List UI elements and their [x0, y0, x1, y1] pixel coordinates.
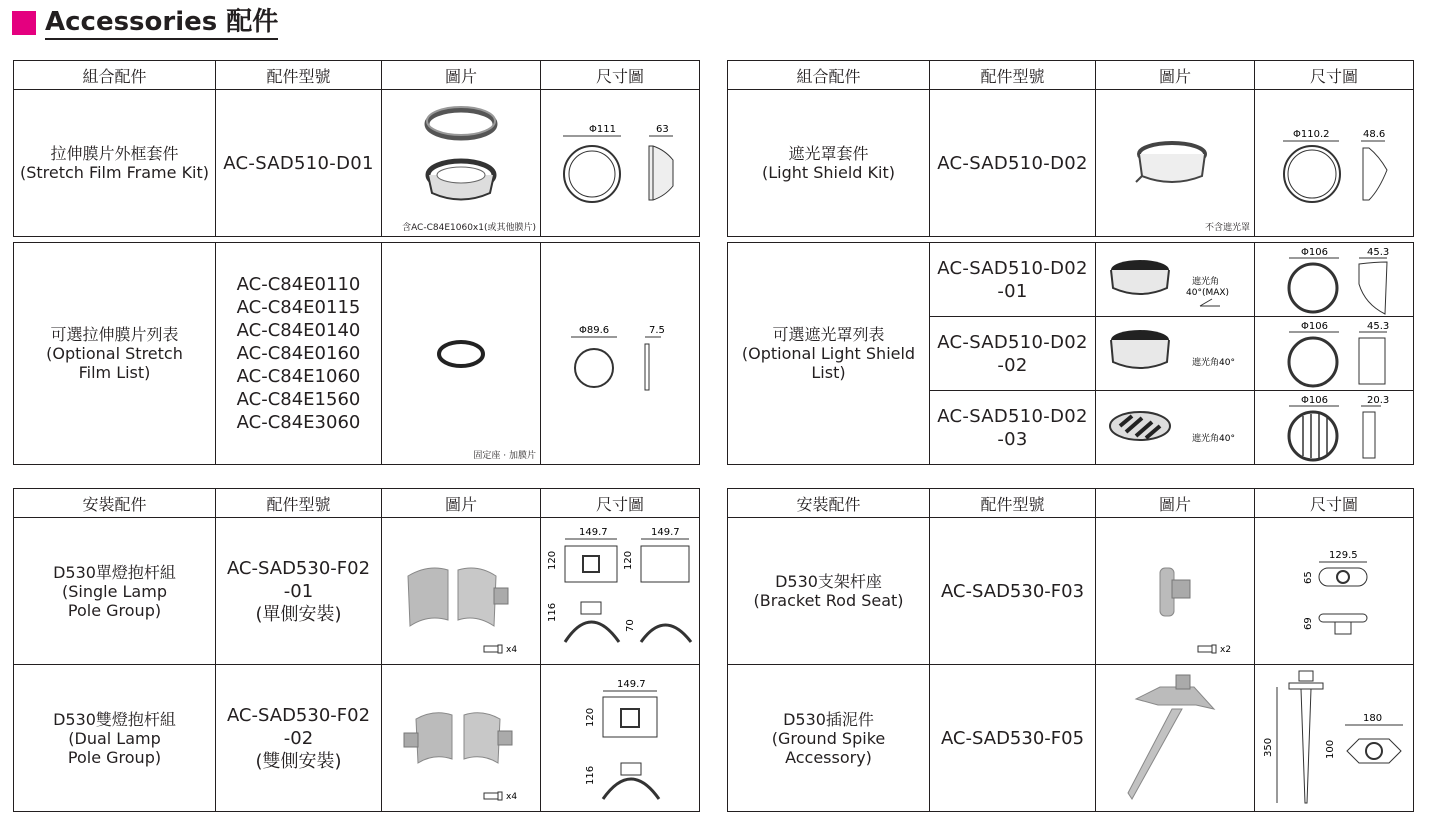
- dim-a: 149.7: [579, 527, 608, 538]
- shade-angle: 遮光角40°: [1192, 357, 1235, 368]
- shade-angle: 遮光角40°: [1192, 433, 1235, 444]
- dim-diameter: Φ106: [1301, 246, 1328, 258]
- image-caption: 固定座 · 加膜片: [473, 451, 536, 461]
- model-line: -01: [997, 280, 1028, 302]
- col-header: 尺寸圖: [541, 489, 700, 518]
- product-image-cell: [1096, 90, 1255, 237]
- dim-width: 7.5: [649, 324, 665, 336]
- product-image-cell: [1096, 391, 1255, 465]
- ground-spike-image: [1096, 665, 1254, 811]
- item-name: [728, 518, 930, 665]
- name-cn: 可選遮光罩列表: [772, 325, 885, 344]
- table-row: [14, 243, 700, 465]
- model-number: AC-SAD510-D01: [216, 90, 382, 237]
- shield-02-image: [1096, 318, 1254, 390]
- product-image-cell: [382, 665, 541, 812]
- table-header-row: [14, 489, 700, 518]
- dim-c: 120: [547, 550, 558, 570]
- shield-kit-image: [1096, 90, 1254, 236]
- model-number: AC-C84E0115: [236, 297, 361, 318]
- table-row: [728, 243, 1414, 317]
- section-header: [12, 6, 278, 40]
- model-number: [216, 665, 382, 812]
- item-name: [14, 90, 216, 237]
- col-header: 配件型號: [216, 61, 382, 90]
- name-en: (Light Shield Kit): [762, 163, 895, 182]
- model-number: [216, 518, 382, 665]
- model-line: -03: [997, 428, 1028, 450]
- model-number: AC-C84E3060: [236, 412, 361, 433]
- dim-e: 116: [547, 602, 558, 622]
- model-number: [930, 391, 1096, 465]
- name-en: (Single Lamp: [62, 581, 167, 601]
- item-name: [14, 243, 216, 465]
- model-line: AC-SAD510-D02: [937, 331, 1088, 353]
- model-line: AC-SAD510-D02: [937, 405, 1088, 427]
- dimension-drawing: [1255, 518, 1414, 665]
- item-name: [728, 243, 930, 465]
- col-header: 配件型號: [930, 489, 1096, 518]
- dim-width: 48.6: [1363, 129, 1386, 140]
- page-title: Accessories 配件: [45, 7, 278, 40]
- dimension-drawing: [541, 243, 700, 465]
- name-en: Film List): [78, 363, 151, 382]
- model-number: [930, 317, 1096, 391]
- shield-03-dim: [1255, 392, 1413, 464]
- bracket-seat-image: [1096, 518, 1254, 664]
- name-en: (Ground Spike: [771, 728, 886, 748]
- dim-width: 20.3: [1367, 394, 1390, 406]
- name-en: (Optional Light Shield: [741, 344, 916, 363]
- dim-b: 180: [1363, 713, 1383, 724]
- model-number: AC-C84E0110: [236, 274, 361, 295]
- product-image-cell: [1096, 518, 1255, 665]
- screw-count: x4: [506, 792, 518, 802]
- table-header-row: [728, 489, 1414, 518]
- table-header-row: [14, 61, 700, 90]
- name-en: Pole Group): [67, 747, 162, 767]
- table-row: [14, 665, 700, 812]
- product-image-cell: [1096, 243, 1255, 317]
- dim-b: 65: [1303, 571, 1314, 584]
- name-en: (Dual Lamp: [68, 728, 161, 748]
- name-cn: D530雙燈抱杆組: [53, 709, 176, 729]
- dimension-drawing: [1255, 317, 1414, 391]
- dual-clamp-image: [382, 665, 540, 811]
- dim-width: 45.3: [1367, 246, 1390, 258]
- name-en: (Bracket Rod Seat): [753, 591, 904, 610]
- dim-d: 120: [623, 550, 634, 570]
- table-row: [728, 665, 1414, 812]
- accent-square: [12, 11, 36, 35]
- image-caption: 不含遮光罩: [1204, 223, 1250, 233]
- item-name: [14, 518, 216, 665]
- shield-03-image: [1096, 392, 1254, 464]
- shield-02-dim: [1255, 318, 1413, 390]
- film-ring-image: [382, 244, 540, 464]
- name-cn: 拉伸膜片外框套件: [50, 144, 179, 163]
- name-cn: D530插泥件: [783, 709, 874, 729]
- model-number: AC-C84E0140: [236, 320, 361, 341]
- model-line: -01: [283, 580, 314, 602]
- model-number: AC-SAD530-F05: [930, 665, 1096, 812]
- col-header: 安裝配件: [728, 489, 930, 518]
- single-clamp-image: [382, 518, 540, 664]
- name-en: Accessory): [785, 747, 872, 767]
- dimension-drawing: [1255, 243, 1414, 317]
- product-image-cell: [382, 90, 541, 237]
- col-header: 配件型號: [930, 61, 1096, 90]
- model-line: -02: [283, 727, 314, 749]
- image-caption: 含AC-C84E1060x1(或其他膜片): [402, 223, 536, 233]
- dim-width: 63: [656, 124, 669, 135]
- item-name: [728, 665, 930, 812]
- col-header: 組合配件: [728, 61, 930, 90]
- model-number: AC-C84E1560: [236, 389, 361, 410]
- shade-angle: 40°(MAX): [1186, 287, 1230, 298]
- dim-f: 70: [625, 619, 636, 632]
- product-image-cell: [1096, 665, 1255, 812]
- name-cn: 遮光罩套件: [788, 144, 869, 163]
- dim-diameter: Φ106: [1301, 320, 1328, 332]
- name-cn: D530單燈抱杆組: [53, 562, 176, 582]
- dimension-drawing: [1255, 90, 1414, 237]
- model-list: [216, 243, 382, 465]
- model-line: (單側安裝): [255, 603, 342, 625]
- film-dim-drawing: [541, 244, 699, 464]
- col-header: 尺寸圖: [541, 61, 700, 90]
- dim-a: 149.7: [617, 679, 646, 690]
- dim-width: 45.3: [1367, 320, 1390, 332]
- col-header: 組合配件: [14, 61, 216, 90]
- dimension-drawing: [1255, 391, 1414, 465]
- dim-diameter: Φ111: [589, 124, 616, 135]
- dim-e: 116: [585, 765, 596, 785]
- item-name: [14, 665, 216, 812]
- dimension-drawing: [1255, 665, 1414, 812]
- table-row: [14, 518, 700, 665]
- screw-count: x4: [506, 645, 518, 655]
- model-line: (雙側安裝): [255, 750, 342, 772]
- col-header: 配件型號: [216, 489, 382, 518]
- shield-01-image: [1096, 244, 1254, 316]
- shade-angle: 遮光角: [1192, 276, 1220, 287]
- model-number: [930, 243, 1096, 317]
- table-header-row: [728, 61, 1414, 90]
- col-header: 尺寸圖: [1255, 61, 1414, 90]
- col-header: 圖片: [382, 61, 541, 90]
- table-mount-left: [13, 488, 700, 812]
- table-combo-right: [727, 60, 1414, 465]
- table-row: [14, 90, 700, 237]
- dim-diameter: Φ89.6: [579, 324, 610, 336]
- single-clamp-dim: [541, 518, 699, 664]
- frame-kit-image: [382, 90, 540, 236]
- table-combo-left: [13, 60, 700, 465]
- name-en: List): [811, 363, 846, 382]
- model-number: AC-C84E0160: [236, 343, 361, 364]
- table-row: [728, 90, 1414, 237]
- frame-dim-drawing: [541, 90, 699, 236]
- dim-diameter: Φ110.2: [1293, 129, 1330, 140]
- col-header: 尺寸圖: [1255, 489, 1414, 518]
- col-header: 圖片: [1096, 489, 1255, 518]
- dual-clamp-dim: [541, 665, 699, 811]
- model-number: AC-C84E1060: [236, 366, 361, 387]
- model-line: AC-SAD530-F02: [226, 704, 371, 726]
- dim-c: 100: [1325, 739, 1336, 759]
- name-cn: 可選拉伸膜片列表: [50, 325, 179, 344]
- name-en: Pole Group): [67, 600, 162, 620]
- product-image-cell: [382, 518, 541, 665]
- model-line: -02: [997, 354, 1028, 376]
- product-image-cell: [1096, 317, 1255, 391]
- model-line: AC-SAD510-D02: [937, 257, 1088, 279]
- shield-01-dim: [1255, 244, 1413, 316]
- ground-spike-dim: [1255, 665, 1413, 811]
- screw-count: x2: [1220, 645, 1232, 655]
- dim-b: 149.7: [651, 527, 680, 538]
- model-number: AC-SAD530-F03: [930, 518, 1096, 665]
- dim-c: 120: [585, 707, 596, 727]
- table-mount-right: [727, 488, 1414, 812]
- dim-c: 69: [1303, 617, 1314, 630]
- model-line: AC-SAD530-F02: [226, 557, 371, 579]
- item-name: [728, 90, 930, 237]
- dimension-drawing: [541, 90, 700, 237]
- shield-dim-drawing: [1255, 90, 1413, 236]
- dim-height: 350: [1263, 737, 1274, 757]
- dim-a: 129.5: [1329, 550, 1358, 561]
- model-number: AC-SAD510-D02: [930, 90, 1096, 237]
- dimension-drawing: [541, 665, 700, 812]
- product-image-cell: [382, 243, 541, 465]
- dimension-drawing: [541, 518, 700, 665]
- table-row: [728, 518, 1414, 665]
- name-en: (Optional Stretch: [46, 344, 183, 363]
- col-header: 圖片: [1096, 61, 1255, 90]
- dim-diameter: Φ106: [1301, 394, 1328, 406]
- name-cn: D530支架杆座: [775, 572, 882, 591]
- name-en: (Stretch Film Frame Kit): [19, 163, 210, 182]
- col-header: 安裝配件: [14, 489, 216, 518]
- bracket-seat-dim: [1255, 518, 1413, 664]
- col-header: 圖片: [382, 489, 541, 518]
